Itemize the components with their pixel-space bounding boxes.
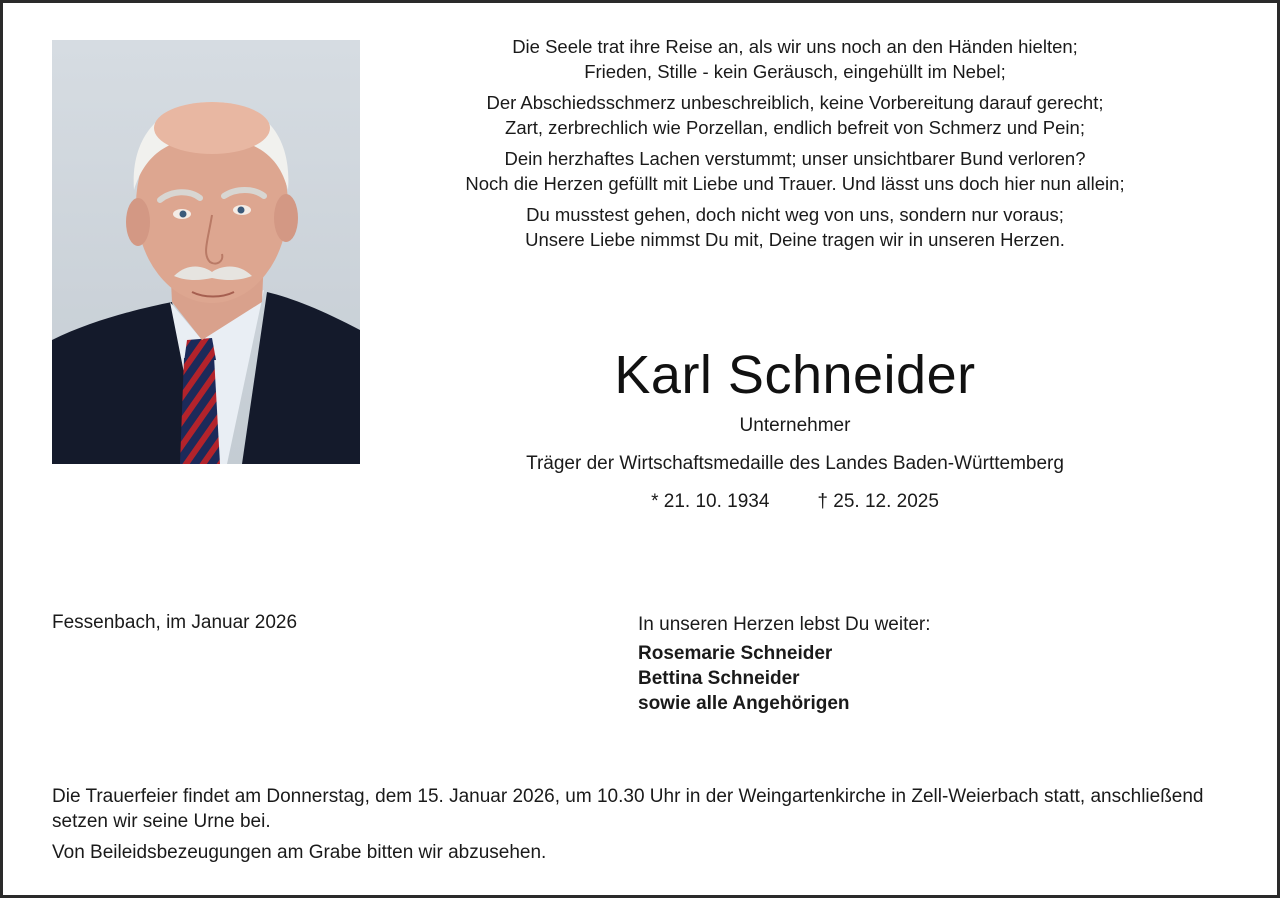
deceased-occupation: Unternehmer [739, 415, 851, 436]
funeral-notice [52, 784, 1242, 871]
poem [400, 34, 1190, 258]
birth-date: * 21. 10. 1934 [651, 491, 770, 512]
death-date: † 25. 12. 2025 [817, 491, 939, 512]
life-dates [400, 491, 1190, 513]
poem-line: Noch die Herzen gefüllt mit Liebe und Trauer. Und lässt uns doch hier nun allein; [465, 173, 1125, 194]
deceased-honor: Träger der Wirtschaftsmedaille des Landes Baden-Württemberg [526, 453, 1064, 474]
poem-line: Die Seele trat ihre Reise an, als wir uns noch an den Händen hielten; [512, 36, 1078, 57]
portrait-photo [52, 40, 360, 464]
mourner-name: Rosemarie Schneider [638, 643, 833, 664]
poem-stanza [400, 202, 1190, 252]
mourners-block [638, 612, 931, 716]
poem-line: Frieden, Stille - kein Geräusch, eingehüllt im Nebel; [584, 61, 1006, 82]
poem-line: Dein herzhaftes Lachen verstummt; unser unsichtbarer Bund verloren? [504, 148, 1086, 169]
deceased-name: Karl Schneider [614, 345, 976, 405]
poem-stanza [400, 90, 1190, 140]
condolences-text: Von Beileidsbezeugungen am Grabe bitten wir abzusehen. [52, 842, 547, 863]
poem-line: Du musstest gehen, doch nicht weg von uns, sondern nur voraus; [526, 204, 1064, 225]
mourner-name: sowie alle Angehörigen [638, 693, 850, 714]
poem-line: Unsere Liebe nimmst Du mit, Deine tragen wir in unseren Herzen. [525, 229, 1065, 250]
mourner-name: Bettina Schneider [638, 668, 800, 689]
mourners-intro: In unseren Herzen lebst Du weiter: [638, 614, 931, 635]
poem-line: Zart, zerbrechlich wie Porzellan, endlich befreit von Schmerz und Pein; [505, 117, 1085, 138]
ceremony-text: Die Trauerfeier findet am Donnerstag, dem 15. Januar 2026, um 10.30 Uhr in der Weingartenkirche in Zell-Weierbach statt, anschließend setzen wir seine Urne bei. [52, 786, 1204, 832]
poem-stanza [400, 146, 1190, 196]
place-and-date: Fessenbach, im Januar 2026 [52, 612, 298, 633]
poem-stanza [400, 34, 1190, 84]
portrait-image [52, 40, 360, 464]
poem-line: Der Abschiedsschmerz unbeschreiblich, keine Vorbereitung darauf gerecht; [486, 92, 1104, 113]
